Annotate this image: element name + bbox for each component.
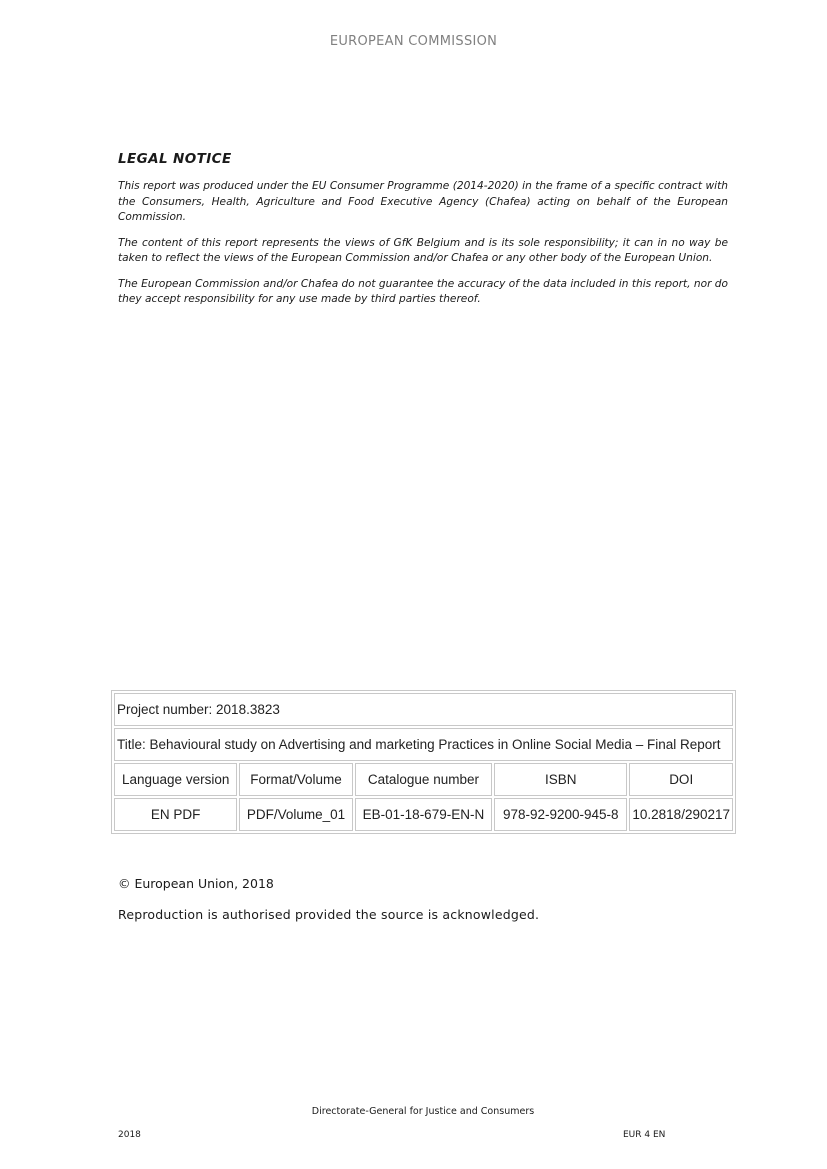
legal-notice-paragraph: This report was produced under the EU Consumer Programme (2014-2020) in the frame of a specific contract with the Consumers, Health, Agriculture and Food Executive Agency (Chafea) acting on behalf of the European Commission.	[118, 180, 728, 223]
legal-notice-heading: LEGAL NOTICE	[118, 151, 232, 167]
report-title-cell: Title: Behavioural study on Advertising and marketing Practices in Online Social Media – Final Report	[114, 728, 733, 761]
column-header-format: Format/Volume	[239, 763, 352, 796]
table-header-row	[114, 763, 733, 796]
table-row	[114, 693, 733, 726]
catalogue-number-cell: EB-01-18-679-EN-N	[355, 798, 492, 831]
legal-notice-paragraph: The content of this report represents the views of GfK Belgium and is its sole responsibility; it can in no way be taken to reflect the views of the European Commission and/or Chafea or any other body of the European Union.	[118, 236, 728, 264]
doi-cell: 10.2818/290217	[629, 798, 733, 831]
publication-info-table	[111, 690, 736, 834]
format-volume-cell: PDF/Volume_01	[239, 798, 352, 831]
table-row	[114, 798, 733, 831]
legal-notice-paragraph: The European Commission and/or Chafea do not guarantee the accuracy of the data included in this report, nor do they accept responsibility for any use made by third parties thereof.	[118, 277, 729, 305]
language-version-cell: EN PDF	[114, 798, 237, 831]
isbn-cell: 978-92-9200-945-8	[494, 798, 627, 831]
reproduction-notice: Reproduction is authorised provided the source is acknowledged.	[118, 907, 540, 922]
column-header-isbn: ISBN	[494, 763, 627, 796]
footer-reference: EUR 4 EN	[623, 1130, 666, 1140]
footer-directorate: Directorate-General for Justice and Consumers	[311, 1106, 535, 1117]
column-header-doi: DOI	[629, 763, 733, 796]
copyright-notice: © European Union, 2018	[118, 876, 274, 891]
column-header-catalogue: Catalogue number	[355, 763, 492, 796]
legal-notice-section	[118, 151, 728, 318]
page-header: EUROPEAN COMMISSION	[329, 34, 498, 49]
project-number-cell: Project number: 2018.3823	[114, 693, 733, 726]
footer-year: 2018	[118, 1130, 141, 1140]
column-header-language: Language version	[114, 763, 237, 796]
table-row	[114, 728, 733, 761]
